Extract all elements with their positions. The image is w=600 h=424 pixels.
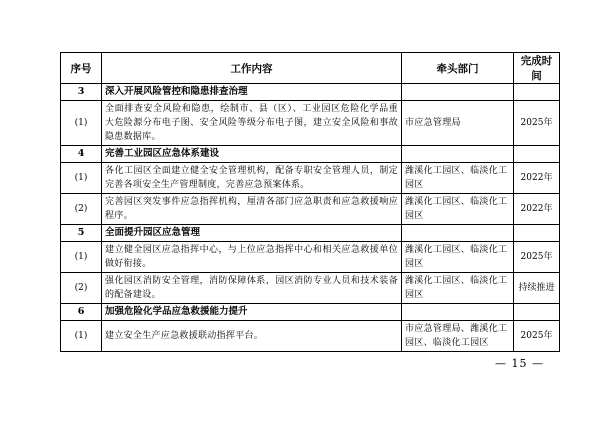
item-time: 2025年 (514, 321, 560, 352)
item-time: 持续推进 (514, 273, 560, 304)
section-row (61, 225, 560, 242)
table-row (61, 163, 560, 194)
page-number: — 15 — (495, 357, 544, 370)
section-dept-empty (402, 84, 514, 101)
section-time-empty (514, 146, 560, 163)
item-dept: 市应急管理局 (402, 101, 514, 146)
section-row (61, 146, 560, 163)
section-dept-empty (402, 304, 514, 321)
section-row (61, 304, 560, 321)
section-time-empty (514, 304, 560, 321)
work-plan-table (60, 52, 560, 352)
item-index: (2) (61, 194, 102, 225)
section-number: 4 (61, 146, 102, 163)
item-time: 2022年 (514, 163, 560, 194)
item-dept: 潍溪化工园区、临淡化工园区 (402, 163, 514, 194)
item-content: 强化园区消防安全管理，消防保障体系，园区消防专业人员和技术装备的配备建设。 (102, 273, 402, 304)
table-row (61, 273, 560, 304)
item-index: (1) (61, 163, 102, 194)
item-content: 全面排查安全风险和隐患，绘制市、县（区）、工业园区危险化学品重大危险源分布电子图、安全风险等级分布电子图，建立安全风险和事故隐患数据库。 (102, 101, 402, 146)
section-title: 全面提升园区应急管理 (102, 225, 402, 242)
item-content: 建立安全生产应急救援联动指挥平台。 (102, 321, 402, 352)
item-index: (1) (61, 101, 102, 146)
section-number: 6 (61, 304, 102, 321)
item-dept: 潍溪化工园区、临淡化工园区 (402, 273, 514, 304)
section-number: 5 (61, 225, 102, 242)
header-dept: 牵头部门 (402, 53, 514, 84)
table-row (61, 242, 560, 273)
section-title: 深入开展风险管控和隐患排查治理 (102, 84, 402, 101)
table-header-row (61, 53, 560, 84)
table-row (61, 194, 560, 225)
section-dept-empty (402, 146, 514, 163)
section-time-empty (514, 225, 560, 242)
item-time: 2025年 (514, 242, 560, 273)
item-dept: 市应急管理局、潍溪化工园区、临淡化工园区 (402, 321, 514, 352)
header-time: 完成时间 (514, 53, 560, 84)
header-no: 序号 (61, 53, 102, 84)
item-content: 各化工园区全面建立健全安全管理机构，配备专职安全管理人员，制定完善各项安全生产管理制度，完善应急预案体系。 (102, 163, 402, 194)
section-row (61, 84, 560, 101)
section-title: 完善工业园区应急体系建设 (102, 146, 402, 163)
item-index: (1) (61, 242, 102, 273)
item-dept: 潍溪化工园区、临淡化工园区 (402, 242, 514, 273)
section-number: 3 (61, 84, 102, 101)
item-time: 2022年 (514, 194, 560, 225)
item-content: 建立健全园区应急指挥中心，与上位应急指挥中心和相关应急救援单位做好衔接。 (102, 242, 402, 273)
header-content: 工作内容 (102, 53, 402, 84)
table-row (61, 101, 560, 146)
item-index: (1) (61, 321, 102, 352)
section-title: 加强危险化学品应急救援能力提升 (102, 304, 402, 321)
item-dept: 潍溪化工园区、临淡化工园区 (402, 194, 514, 225)
item-content: 完善园区突发事件应急指挥机构，厘清各部门应急职责和应急救援响应程序。 (102, 194, 402, 225)
section-dept-empty (402, 225, 514, 242)
item-time: 2025年 (514, 101, 560, 146)
item-index: (2) (61, 273, 102, 304)
section-time-empty (514, 84, 560, 101)
table-row (61, 321, 560, 352)
